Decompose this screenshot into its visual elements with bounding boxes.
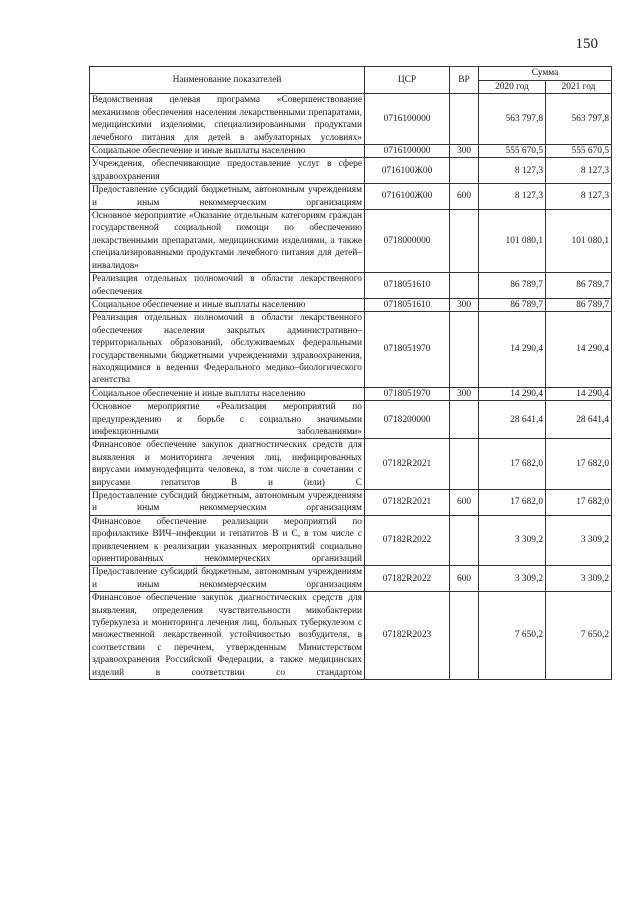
row-sum-2020-cell: 17 682,0 [479,439,546,490]
row-sum-2020-cell: 86 789,7 [479,298,546,311]
row-sum-2021-cell: 86 789,7 [546,273,612,299]
header-year-2021: 2021 год [546,81,612,94]
row-csr-cell: 0718051610 [365,298,450,311]
row-name-cell: Учреждения, обеспечивающие предоставление услуг в сфере здравоохранения [90,158,365,184]
page-number: 150 [575,36,598,52]
header-vr: ВР [450,67,479,94]
table-row [90,158,612,184]
row-sum-2021-cell: 14 290,4 [546,387,612,400]
row-sum-2021-cell: 3 309,2 [546,566,612,592]
table-row [90,145,612,158]
row-csr-cell: 0716100000 [365,145,450,158]
table-row [90,566,612,592]
row-name-cell: Социальное обеспечение и иные выплаты населению [90,145,365,158]
row-csr-cell: 07182R2022 [365,566,450,592]
table-row [90,94,612,145]
row-csr-cell: 0716100Ж00 [365,184,450,210]
row-sum-2020-cell: 14 290,4 [479,387,546,400]
row-sum-2020-cell: 86 789,7 [479,273,546,299]
row-vr-cell: 600 [450,490,479,516]
row-csr-cell: 0718051610 [365,273,450,299]
row-name-cell: Финансовое обеспечение реализации мероприятий по профилактике ВИЧ–инфекции и гепатитов В и С, в том числе с привлечением к реализации указанных мероприятий социально ориентированных некоммерческих организаций [90,515,365,566]
row-sum-2021-cell: 7 650,2 [546,592,612,680]
row-name-cell: Предоставление субсидий бюджетным, автономным учреждениям и иным некоммерческим организациям [90,490,365,516]
row-vr-cell [450,94,479,145]
row-name-cell: Предоставление субсидий бюджетным, автономным учреждениям и иным некоммерческим организациям [90,566,365,592]
table-row [90,592,612,680]
row-csr-cell: 07182R2022 [365,515,450,566]
row-sum-2020-cell: 14 290,4 [479,312,546,387]
row-vr-cell [450,515,479,566]
row-csr-cell: 07182R2021 [365,490,450,516]
row-vr-cell [450,439,479,490]
row-vr-cell: 600 [450,184,479,210]
header-year-2020: 2020 год [479,81,546,94]
row-sum-2020-cell: 101 080,1 [479,210,546,273]
row-sum-2021-cell: 3 309,2 [546,515,612,566]
table-row [90,273,612,299]
row-name-cell: Предоставление субсидий бюджетным, автономным учреждениям и иным некоммерческим организациям [90,184,365,210]
row-sum-2020-cell: 17 682,0 [479,490,546,516]
row-csr-cell: 0718200000 [365,401,450,439]
table-row [90,401,612,439]
row-name-cell: Реализация отдельных полномочий в области лекарственного обеспечения [90,273,365,299]
table-row [90,387,612,400]
row-csr-cell: 07182R2021 [365,439,450,490]
row-csr-cell: 0718051970 [365,312,450,387]
row-sum-2020-cell: 3 309,2 [479,566,546,592]
row-sum-2020-cell: 555 670,5 [479,145,546,158]
header-sum: Сумма [479,67,612,81]
row-sum-2021-cell: 17 682,0 [546,490,612,516]
row-vr-cell [450,592,479,680]
table-row [90,210,612,273]
row-csr-cell: 0718051970 [365,387,450,400]
row-sum-2020-cell: 7 650,2 [479,592,546,680]
row-csr-cell: 0716100Ж00 [365,158,450,184]
row-vr-cell [450,210,479,273]
header-name: Наименование показателей [90,67,365,94]
table-row [90,312,612,387]
row-sum-2021-cell: 8 127,3 [546,158,612,184]
row-vr-cell [450,273,479,299]
row-vr-cell: 300 [450,298,479,311]
table-row [90,298,612,311]
table-row [90,515,612,566]
table-row [90,439,612,490]
row-sum-2021-cell: 28 641,4 [546,401,612,439]
row-sum-2020-cell: 3 309,2 [479,515,546,566]
table-row [90,490,612,516]
row-name-cell: Основное мероприятие «Оказание отдельным категориям граждан государственной социальной помощи по обеспечению лекарственными препаратами, медицинскими изделиями, а также специализированными продуктами лечебного питания для детей–инвалидов» [90,210,365,273]
row-name-cell: Финансовое обеспечение закупок диагностических средств для выявления и мониторинга лечения лиц, инфицированных вирусами иммунодефицита человека, в том числе в сочетании с вирусами гепатитов В и (или) С [90,439,365,490]
row-sum-2020-cell: 8 127,3 [479,184,546,210]
row-csr-cell: 07182R2023 [365,592,450,680]
table-body [90,94,612,680]
header-csr: ЦСР [365,67,450,94]
row-vr-cell [450,158,479,184]
row-csr-cell: 0718000000 [365,210,450,273]
row-name-cell: Социальное обеспечение и иные выплаты населению [90,298,365,311]
row-sum-2021-cell: 14 290,4 [546,312,612,387]
row-sum-2021-cell: 86 789,7 [546,298,612,311]
row-sum-2020-cell: 8 127,3 [479,158,546,184]
row-name-cell: Реализация отдельных полномочий в области лекарственного обеспечения населения закрытых административно–территориальных образований, обслуживаемых федеральными государственными бюджетными учреждениями здравоохранения, находящимися в ведении Федерального медико–биологического агентства [90,312,365,387]
row-sum-2021-cell: 563 797,8 [546,94,612,145]
row-vr-cell: 300 [450,145,479,158]
row-vr-cell [450,312,479,387]
row-vr-cell: 300 [450,387,479,400]
table-row [90,184,612,210]
row-vr-cell: 600 [450,566,479,592]
budget-table [89,66,612,680]
row-csr-cell: 0716100000 [365,94,450,145]
row-sum-2021-cell: 555 670,5 [546,145,612,158]
row-sum-2020-cell: 28 641,4 [479,401,546,439]
row-sum-2021-cell: 17 682,0 [546,439,612,490]
row-vr-cell [450,401,479,439]
row-sum-2021-cell: 8 127,3 [546,184,612,210]
row-name-cell: Основное мероприятие «Реализация мероприятий по предупреждению и борьбе с социально значимыми инфекционными заболеваниями» [90,401,365,439]
row-name-cell: Финансовое обеспечение закупок диагностических средств для выявления, определения чувствительности микобактерии туберкулеза и мониторинга лечения лиц, больных туберкулезом с множественной лекарственной устойчивостью возбудителя, в соответствии с перечнем, утвержденным Министерством здравоохранения Российской Федерации, а также медицинских изделий в соответствии со стандартом [90,592,365,680]
row-name-cell: Ведомственная целевая программа «Совершенствование механизмов обеспечения населения лекарственными препаратами, медицинскими изделиями, специализированными продуктами лечебного питания для детей в амбулаторных условиях» [90,94,365,145]
row-sum-2020-cell: 563 797,8 [479,94,546,145]
row-name-cell: Социальное обеспечение и иные выплаты населению [90,387,365,400]
row-sum-2021-cell: 101 080,1 [546,210,612,273]
